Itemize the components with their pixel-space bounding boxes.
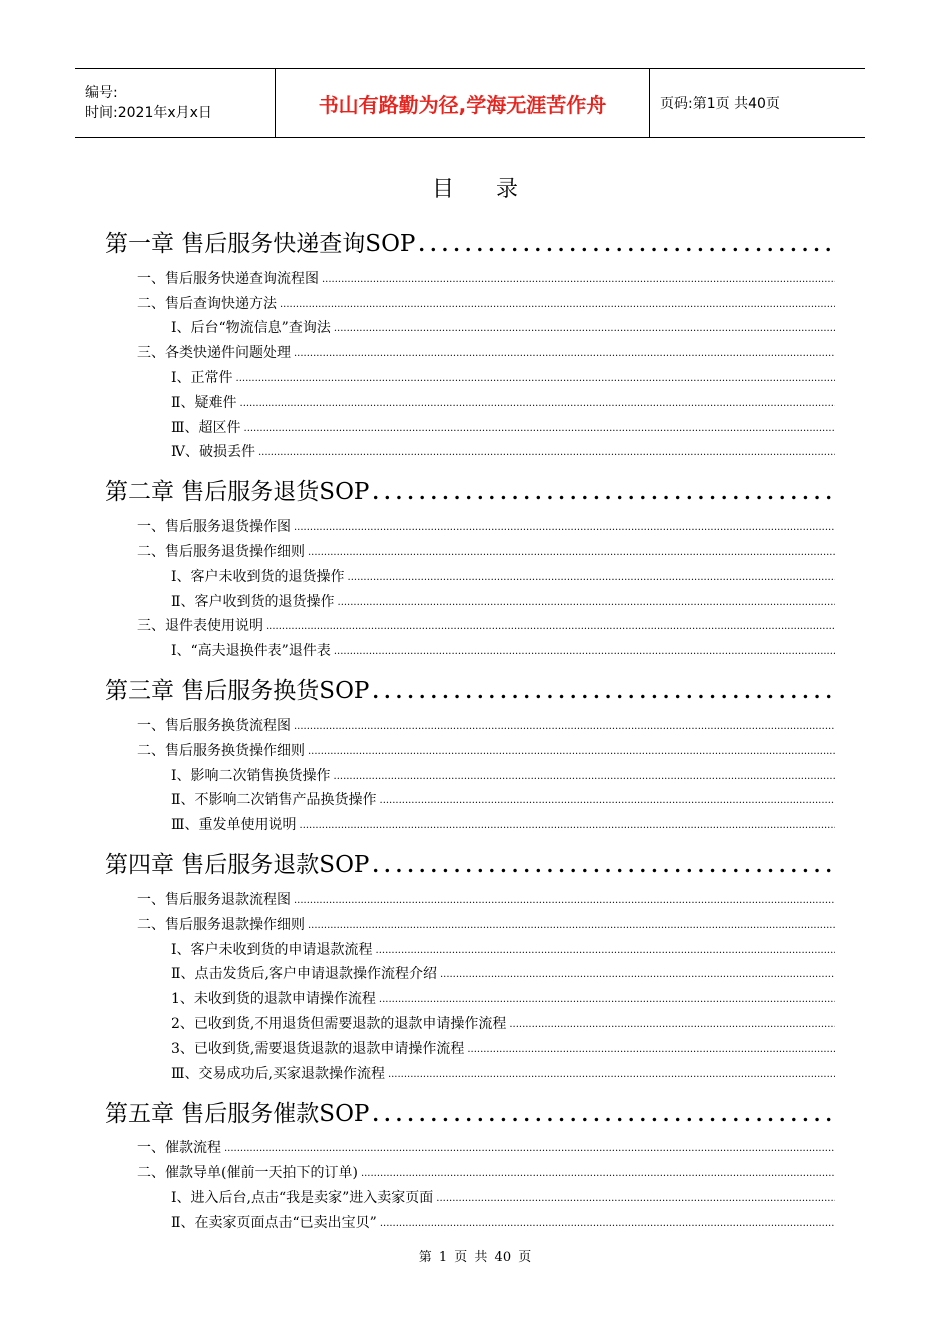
toc-chapter[interactable] [105, 218, 835, 258]
chapter-title: 第四章 售后服务退款SOP [105, 852, 370, 879]
toc-item[interactable] [105, 735, 835, 760]
toc-chapter[interactable] [105, 466, 835, 506]
toc-item[interactable] [105, 387, 835, 412]
toc-item[interactable] [105, 511, 835, 536]
page-footer: 第 1 页 共 40 页 [418, 1250, 532, 1265]
toc-item[interactable] [105, 1133, 835, 1158]
toc-item[interactable] [105, 760, 835, 785]
dot-leader [372, 679, 835, 705]
dot-leader [509, 1017, 835, 1033]
toc-item-label: I、客户未收到货的申请退款流程 [171, 941, 373, 958]
toc-item[interactable] [105, 536, 835, 561]
toc-item-label: 二、售后服务换货操作细则 [137, 742, 305, 759]
time-label: 时间:2021年x月x日 [85, 105, 212, 121]
toc-item-label: Ⅱ、在卖家页面点击“已卖出宝贝” [171, 1214, 377, 1231]
toc-item-label: I、正常件 [171, 369, 233, 386]
dot-leader [440, 967, 835, 983]
toc-item[interactable] [105, 561, 835, 586]
toc-item[interactable] [105, 934, 835, 959]
toc-item-label: Ⅱ、点击发货后,客户申请退款操作流程介绍 [171, 966, 437, 983]
dot-leader [361, 1166, 835, 1182]
header-motto [276, 69, 650, 137]
toc-item-label: 1、未收到货的退款申请操作流程 [171, 991, 376, 1008]
toc-item[interactable] [105, 785, 835, 810]
dot-leader [294, 893, 835, 909]
toc-item-label: 2、已收到货,不用退货但需要退款的退款申请操作流程 [171, 1015, 507, 1032]
dot-leader [334, 769, 835, 785]
toc-item-label: I、“高夫退换件表”退件表 [171, 643, 331, 660]
dot-leader [372, 853, 835, 879]
toc-item[interactable] [105, 710, 835, 735]
toc-chapter[interactable] [105, 839, 835, 879]
toc-item[interactable] [105, 611, 835, 636]
toc-item[interactable] [105, 983, 835, 1008]
dot-leader [322, 272, 835, 288]
dot-leader [236, 371, 835, 387]
page-info-text: 页码:第1页 共40页 [660, 96, 780, 112]
toc-item-label: 二、催款导单(催前一天拍下的订单) [137, 1165, 358, 1182]
toc-item-label: Ⅲ、重发单使用说明 [171, 817, 297, 834]
dot-leader [224, 1141, 835, 1157]
table-of-contents [105, 218, 835, 1237]
dot-leader [418, 232, 835, 258]
dot-leader [308, 744, 835, 760]
dot-leader [436, 1191, 835, 1207]
dot-leader [338, 595, 835, 611]
dot-leader [348, 570, 835, 586]
chapter-title: 第一章 售后服务快递查询SOP [105, 231, 416, 257]
toc-item-label: 3、已收到货,需要退货退款的退款申请操作流程 [171, 1040, 465, 1057]
toc-item-label: Ⅱ、客户收到货的退货操作 [171, 593, 335, 610]
toc-chapter[interactable] [105, 665, 835, 705]
dot-leader [266, 619, 835, 635]
toc-item[interactable] [105, 288, 835, 313]
motto-text: 书山有路勤为径,学海无涯苦作舟 [318, 92, 607, 117]
dot-leader [300, 818, 835, 834]
toc-item[interactable] [105, 313, 835, 338]
toc-item[interactable] [105, 959, 835, 984]
number-label: 编号: [85, 85, 118, 101]
toc-item[interactable] [105, 809, 835, 834]
toc-item-label: Ⅲ、超区件 [171, 419, 241, 436]
dot-leader [258, 445, 835, 461]
toc-item[interactable] [105, 1157, 835, 1182]
toc-item[interactable] [105, 1008, 835, 1033]
toc-item-label: 一、售后服务换货流程图 [137, 717, 291, 734]
toc-item-label: I、后台“物流信息”查询法 [171, 320, 331, 337]
toc-item[interactable] [105, 1033, 835, 1058]
dot-leader [308, 918, 835, 934]
toc-item-label: Ⅱ、疑难件 [171, 394, 237, 411]
toc-item-label: 一、售后服务快递查询流程图 [137, 270, 319, 287]
dot-leader [294, 719, 835, 735]
toc-item-label: 二、售后服务退款操作细则 [137, 916, 305, 933]
toc-item[interactable] [105, 635, 835, 660]
toc-item[interactable] [105, 884, 835, 909]
dot-leader [372, 1102, 835, 1128]
dot-leader [379, 992, 835, 1008]
toc-item-label: I、客户未收到货的退货操作 [171, 568, 345, 585]
dot-leader [294, 520, 835, 536]
toc-item[interactable] [105, 412, 835, 437]
toc-item-label: I、影响二次销售换货操作 [171, 767, 331, 784]
dot-leader [376, 943, 835, 959]
toc-chapter[interactable] [105, 1088, 835, 1128]
page-header [75, 68, 865, 138]
dot-leader [308, 545, 835, 561]
toc-item-label: 二、售后查询快递方法 [137, 295, 277, 312]
dot-leader [467, 1042, 835, 1058]
chapter-title: 第二章 售后服务退货SOP [105, 479, 370, 506]
dot-leader [380, 1216, 835, 1232]
toc-item-label: 三、各类快递件问题处理 [137, 345, 291, 362]
chapter-title: 第五章 售后服务催款SOP [105, 1100, 370, 1127]
dot-leader [334, 644, 835, 660]
toc-item[interactable] [105, 909, 835, 934]
dot-leader [280, 297, 835, 313]
dot-leader [334, 321, 835, 337]
dot-leader [372, 480, 835, 506]
toc-item-label: I、进入后台,点击“我是卖家”进入卖家页面 [171, 1189, 434, 1206]
toc-item[interactable] [105, 1207, 835, 1232]
toc-item[interactable] [105, 1058, 835, 1083]
toc-item-label: Ⅳ、破损丢件 [171, 444, 255, 461]
toc-item-label: 三、退件表使用说明 [137, 618, 263, 635]
toc-item-label: 一、售后服务退货操作图 [137, 519, 291, 536]
toc-item[interactable] [105, 263, 835, 288]
toc-item[interactable] [105, 586, 835, 611]
dot-leader [388, 1067, 835, 1083]
toc-item-label: 一、售后服务退款流程图 [137, 891, 291, 908]
toc-item-label: 一、催款流程 [137, 1140, 221, 1157]
toc-item-label: Ⅱ、不影响二次销售产品换货操作 [171, 792, 377, 809]
dot-leader [244, 421, 835, 437]
toc-item[interactable] [105, 337, 835, 362]
dot-leader [294, 346, 835, 362]
header-meta [75, 69, 276, 137]
dot-leader [240, 396, 835, 412]
toc-item[interactable] [105, 1182, 835, 1207]
toc-item[interactable] [105, 362, 835, 387]
toc-item-label: Ⅲ、交易成功后,买家退款操作流程 [171, 1065, 385, 1082]
toc-item-label: 二、售后服务退货操作细则 [137, 543, 305, 560]
dot-leader [380, 793, 835, 809]
chapter-title: 第三章 售后服务换货SOP [105, 678, 370, 705]
header-page-info [650, 69, 865, 137]
toc-title: 目录 [431, 177, 560, 202]
toc-item[interactable] [105, 437, 835, 462]
